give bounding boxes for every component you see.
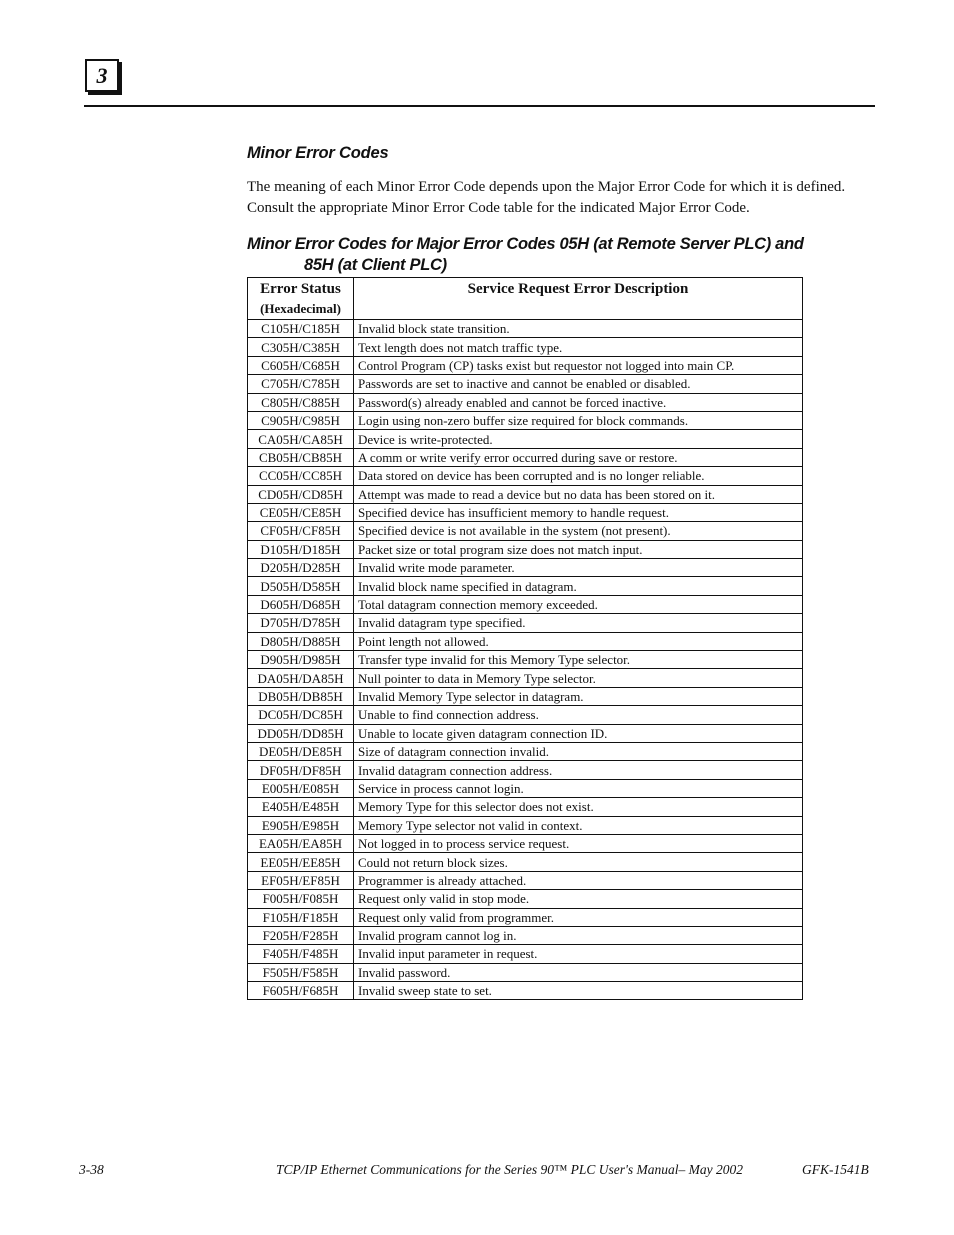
table-row (248, 982, 803, 1000)
hexadecimal-label: (Hexadecimal) (260, 301, 341, 316)
table-heading (247, 234, 867, 276)
table-row (248, 614, 803, 632)
error-description-cell: Specified device has insufficient memory to handle request. (354, 503, 803, 521)
table-row (248, 761, 803, 779)
error-description-cell: Unable to find connection address. (354, 706, 803, 724)
error-code-cell: C705H/C785H (248, 375, 354, 393)
error-description-cell: Invalid Memory Type selector in datagram. (354, 687, 803, 705)
error-description-cell: Invalid sweep state to set. (354, 982, 803, 1000)
table-row (248, 375, 803, 393)
table-row (248, 926, 803, 944)
error-code-cell: D605H/D685H (248, 595, 354, 613)
error-code-cell: F605H/F685H (248, 982, 354, 1000)
table-row (248, 393, 803, 411)
error-code-cell: CD05H/CD85H (248, 485, 354, 503)
table-row (248, 871, 803, 889)
section-heading: Minor Error Codes (247, 144, 389, 162)
table-row (248, 356, 803, 374)
error-description-cell: Data stored on device has been corrupted and is no longer reliable. (354, 467, 803, 485)
table-row (248, 651, 803, 669)
footer-page-number: 3-38 (79, 1162, 104, 1177)
error-code-cell: DD05H/DD85H (248, 724, 354, 742)
error-description-cell: Control Program (CP) tasks exist but requestor not logged into main CP. (354, 356, 803, 374)
error-code-cell: D705H/D785H (248, 614, 354, 632)
error-code-cell: E905H/E985H (248, 816, 354, 834)
table-row (248, 540, 803, 558)
error-description-cell: Invalid block state transition. (354, 320, 803, 338)
error-code-cell: F205H/F285H (248, 926, 354, 944)
error-code-cell: C605H/C685H (248, 356, 354, 374)
error-code-cell: C805H/C885H (248, 393, 354, 411)
error-description-cell: Invalid datagram type specified. (354, 614, 803, 632)
table-row (248, 669, 803, 687)
error-description-cell: Invalid write mode parameter. (354, 559, 803, 577)
table-row (248, 853, 803, 871)
table-row (248, 890, 803, 908)
table-body (248, 320, 803, 1000)
footer-doc-id: GFK-1541B (802, 1162, 869, 1177)
header-rule (84, 105, 875, 107)
error-code-cell: EF05H/EF85H (248, 871, 354, 889)
table-row (248, 503, 803, 521)
error-description-cell: Memory Type for this selector does not exist. (354, 798, 803, 816)
error-code-cell: DE05H/DE85H (248, 742, 354, 760)
error-code-cell: D205H/D285H (248, 559, 354, 577)
error-code-cell: CC05H/CC85H (248, 467, 354, 485)
error-code-cell: F405H/F485H (248, 945, 354, 963)
table-row (248, 522, 803, 540)
table-row (248, 687, 803, 705)
table-row (248, 320, 803, 338)
error-code-cell: F505H/F585H (248, 963, 354, 981)
intro-paragraph: The meaning of each Minor Error Code depends upon the Major Error Code for which it is defined. Consult the appropriate Minor Error Code table for the indicated Major Error Code. (247, 179, 846, 216)
error-description-cell: Transfer type invalid for this Memory Type selector. (354, 651, 803, 669)
table-row (248, 908, 803, 926)
error-code-cell: D805H/D885H (248, 632, 354, 650)
error-description-cell: Invalid program cannot log in. (354, 926, 803, 944)
error-status-label: Error Status (260, 281, 341, 297)
error-description-cell: Service in process cannot login. (354, 779, 803, 797)
error-description-cell: Point length not allowed. (354, 632, 803, 650)
error-code-cell: F005H/F085H (248, 890, 354, 908)
error-description-cell: Specified device is not available in the system (not present). (354, 522, 803, 540)
chapter-number-box: 3 (85, 59, 119, 92)
error-code-cell: DB05H/DB85H (248, 687, 354, 705)
error-description-cell: Attempt was made to read a device but no data has been stored on it. (354, 485, 803, 503)
error-description-cell: Request only valid from programmer. (354, 908, 803, 926)
table-row (248, 467, 803, 485)
minor-error-codes-table (247, 277, 803, 1000)
error-code-cell: CA05H/CA85H (248, 430, 354, 448)
error-description-cell: Login using non-zero buffer size required for block commands. (354, 411, 803, 429)
error-description-cell: Null pointer to data in Memory Type selector. (354, 669, 803, 687)
table-row (248, 779, 803, 797)
error-code-cell: D105H/D185H (248, 540, 354, 558)
table-row (248, 724, 803, 742)
error-code-cell: DA05H/DA85H (248, 669, 354, 687)
table-row (248, 963, 803, 981)
error-code-cell: CF05H/CF85H (248, 522, 354, 540)
error-code-cell: DF05H/DF85H (248, 761, 354, 779)
error-code-cell: D905H/D985H (248, 651, 354, 669)
error-code-cell: DC05H/DC85H (248, 706, 354, 724)
table-row (248, 411, 803, 429)
error-code-cell: E405H/E485H (248, 798, 354, 816)
error-description-cell: Passwords are set to inactive and cannot be enabled or disabled. (354, 375, 803, 393)
error-description-cell: Packet size or total program size does not match input. (354, 540, 803, 558)
table-row (248, 945, 803, 963)
table-row (248, 595, 803, 613)
table-row (248, 834, 803, 852)
table-row (248, 559, 803, 577)
table-row (248, 485, 803, 503)
error-status-header (248, 278, 354, 320)
table-row (248, 816, 803, 834)
error-description-cell: A comm or write verify error occurred during save or restore. (354, 448, 803, 466)
footer-manual-title: TCP/IP Ethernet Communications for the Series 90™ PLC User's Manual– May 2002 (276, 1162, 743, 1177)
error-description-cell: Invalid password. (354, 963, 803, 981)
error-description-cell: Invalid block name specified in datagram. (354, 577, 803, 595)
table-row (248, 448, 803, 466)
table-row (248, 798, 803, 816)
error-description-cell: Total datagram connection memory exceeded. (354, 595, 803, 613)
table-row (248, 632, 803, 650)
error-code-cell: EA05H/EA85H (248, 834, 354, 852)
error-description-cell: Invalid datagram connection address. (354, 761, 803, 779)
error-code-cell: CE05H/CE85H (248, 503, 354, 521)
error-code-cell: D505H/D585H (248, 577, 354, 595)
error-code-cell: F105H/F185H (248, 908, 354, 926)
error-code-cell: C105H/C185H (248, 320, 354, 338)
table-row (248, 430, 803, 448)
description-header: Service Request Error Description (354, 278, 803, 320)
error-description-cell: Could not return block sizes. (354, 853, 803, 871)
table-heading-line2: 85H (at Client PLC) (304, 256, 447, 274)
table-header-row (248, 278, 803, 320)
error-description-cell: Size of datagram connection invalid. (354, 742, 803, 760)
error-description-cell: Request only valid in stop mode. (354, 890, 803, 908)
error-description-cell: Not logged in to process service request. (354, 834, 803, 852)
table-heading-line1: Minor Error Codes for Major Error Codes 05H (at Remote Server PLC) and (247, 235, 804, 253)
error-description-cell: Programmer is already attached. (354, 871, 803, 889)
error-code-cell: CB05H/CB85H (248, 448, 354, 466)
table-row (248, 742, 803, 760)
error-code-cell: E005H/E085H (248, 779, 354, 797)
error-description-cell: Invalid input parameter in request. (354, 945, 803, 963)
error-code-cell: EE05H/EE85H (248, 853, 354, 871)
error-description-cell: Text length does not match traffic type. (354, 338, 803, 356)
error-description-cell: Device is write-protected. (354, 430, 803, 448)
error-description-cell: Password(s) already enabled and cannot be forced inactive. (354, 393, 803, 411)
table-row (248, 338, 803, 356)
error-description-cell: Unable to locate given datagram connection ID. (354, 724, 803, 742)
table-row (248, 577, 803, 595)
error-code-cell: C305H/C385H (248, 338, 354, 356)
error-code-cell: C905H/C985H (248, 411, 354, 429)
table-row (248, 706, 803, 724)
error-description-cell: Memory Type selector not valid in context. (354, 816, 803, 834)
